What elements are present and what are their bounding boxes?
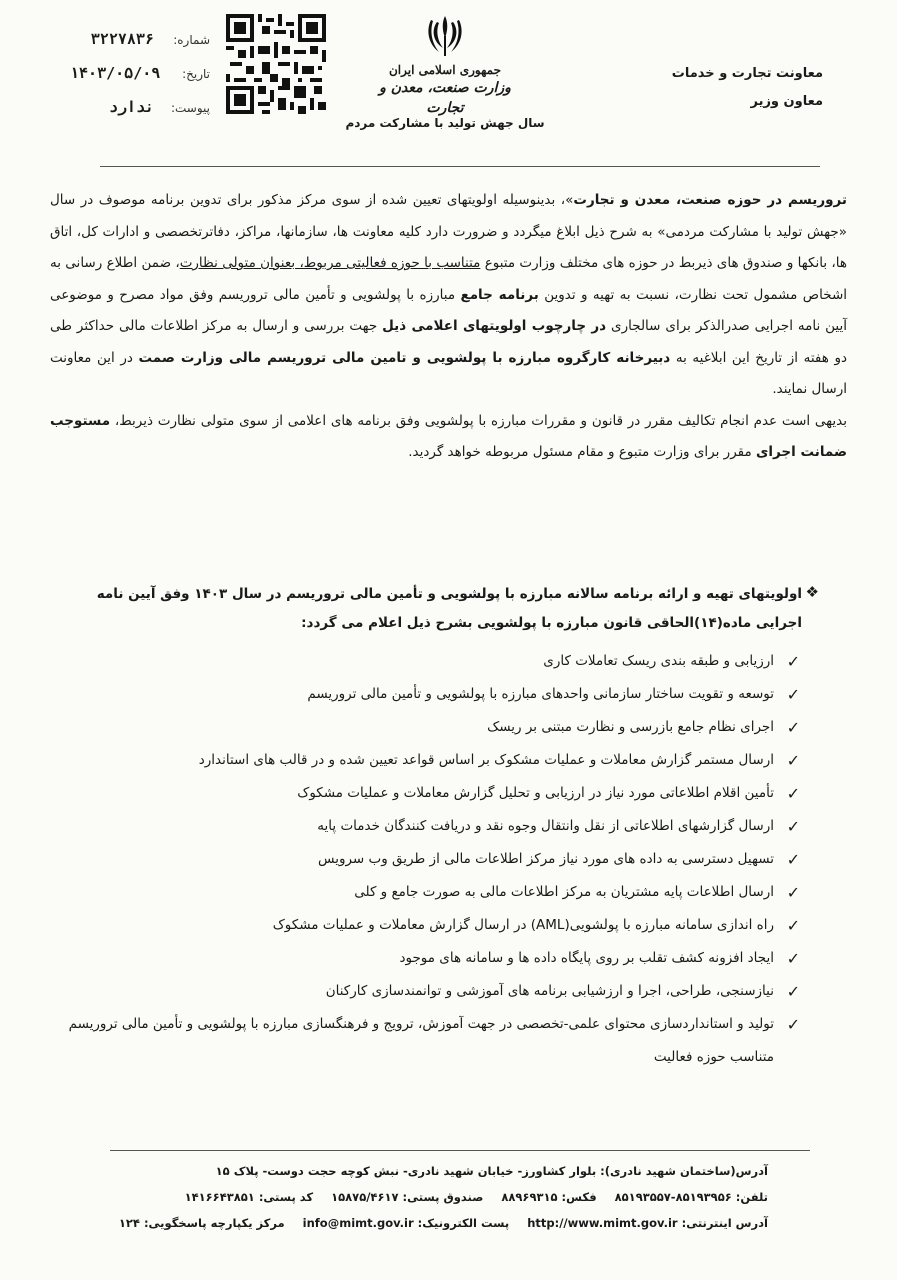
postal-code-value: ۱۴۱۶۶۴۳۸۵۱: [184, 1190, 255, 1204]
fax-value: ۸۸۹۶۹۳۱۵: [501, 1190, 558, 1204]
department-title: معاونت تجارت و خدمات: [671, 66, 823, 81]
sender-block: [643, 60, 823, 116]
email-label: پست الکترونیک:: [417, 1216, 510, 1230]
list-item: ✓ تأمین اقلام اطلاعاتی مورد نیاز در ارزیابی و تحلیل گزارش معاملات و عملیات مشکوک: [50, 777, 800, 810]
check-icon: ✓: [786, 850, 800, 869]
pobox-label: صندوق پستی:: [402, 1190, 484, 1204]
list-item: ✓ ایجاد افزونه کشف تقلب بر روی پایگاه داده ها و سامانه های موجود: [50, 942, 800, 975]
list-item: ✓ توسعه و تقویت ساختار سازمانی واحدهای مبارزه با پولشویی و تأمین مالی تروریسم: [50, 678, 800, 711]
year-slogan: سال جهش تولید با مشارکت مردم: [345, 116, 545, 130]
position-title: معاون وزیر: [750, 94, 823, 109]
check-icon: ✓: [786, 883, 800, 902]
footer-divider: [110, 1150, 810, 1151]
body-bold-framework: در چارچوب اولویتهای اعلامی ذیل: [382, 318, 607, 334]
republic-name: جمهوری اسلامی ایران: [388, 63, 502, 77]
check-icon: ✓: [786, 949, 800, 968]
letter-attachment-value: ندارد: [108, 98, 154, 116]
list-item: ✓ تسهیل دسترسی به داده های مورد نیاز مرکز اطلاعات مالی از طریق وب سرویس: [50, 843, 800, 876]
footer-address: آدرس(ساختمان شهید نادری): بلوار کشاورز- خیابان شهید نادری- نبش کوچه حجت دوست- پلاک ۱۵: [215, 1164, 768, 1178]
check-icon: ✓: [786, 751, 800, 770]
body-paragraph-1: تروریسم در حوزه صنعت، معدن و تجارت»، بدینوسیله اولویتهای تعیین شده از سوی مرکز مذکور برای تدوین برنامه موصوف در سال «جهش تولید با مشارکت مردمی» به شرح ذیل ابلاغ میگردد و ضرورت دارد کلیه معاونت ها، سازمانها، مراکز، دفاترتخصصی و ادارات کل، اتاق ها، بانکها و صندوق های ذیربط در حوزه های مختلف وزارت متبوع متناسب با حوزه فعالیتی مربوط، بعنوان متولی نظارت، ضمن اطلاع رسانی به اشخاص مشمول تحت نظارت، نسبت به تهیه و تدوین برنامه جامع مبارزه با پولشویی و تأمین مالی تروریسم وفق مواد مصرح و موضوعی آیین نامه اجرایی صدرالذکر برای سالجاری در چارچوب اولویتهای اعلامی ذیل جهت بررسی و ارسال به مرکز اطلاعات مالی حداکثر طی دو هفته از تاریخ این ابلاغیه به دبیرخانه کارگروه مبارزه با پولشویی و تامین مالی تروریسم مالی وزارت صمت در این معاونت ارسال نمایند.: [50, 192, 848, 397]
list-item: ✓ راه اندازی سامانه مبارزه با پولشویی(AML) در ارسال گزارش معاملات و عملیات مشکوک: [50, 909, 800, 942]
body-bold-secretariat: دبیرخانه کارگروه مبارزه با پولشویی و تامین مالی تروریسم مالی وزارت صمت: [138, 349, 671, 366]
footer-contact-row: [80, 1184, 768, 1210]
call-center-text: مرکز یکپارچه پاسخگویی: ۱۲۴: [118, 1216, 285, 1230]
list-item: ✓ ارزیابی و طبقه بندی ریسک تعاملات کاری: [50, 645, 800, 678]
letter-meta: [70, 30, 210, 132]
letter-attachment-row: [70, 98, 210, 132]
priorities-list: [50, 645, 800, 1074]
check-icon: ✓: [786, 817, 800, 836]
priorities-heading: اولویتهای تهیه و ارائه برنامه سالانه مبارزه با پولشویی و تأمین مالی تروریسم در سال ۱۴۰۳ وفق آیین نامه اجرایی ماده(۱۴)الحاقی قانون مبارزه با پولشویی بشرح ذیل اعلام می گردد:: [96, 586, 802, 631]
diamond-bullet-icon: ❖: [805, 583, 819, 601]
ministry-logo-text: [370, 62, 520, 118]
check-icon: ✓: [786, 652, 800, 671]
list-item: ✓ تولید و استانداردسازی محتوای علمی-تخصصی در جهت آموزش، ترویج و فرهنگسازی مبارزه با پولشویی و تأمین مالی تروریسم متناسب حوزه فعالیت: [50, 1008, 800, 1074]
footer-web-row: [80, 1210, 768, 1236]
email-link[interactable]: info@mimt.gov.ir: [302, 1216, 414, 1230]
list-item: ✓ ارسال گزارشهای اطلاعاتی از نقل وانتقال وجوه نقد و دریافت کنندگان خدمات پایه: [50, 810, 800, 843]
letter-footer: [80, 1158, 768, 1236]
fax-label: فکس:: [561, 1190, 597, 1204]
letter-number-label: شماره:: [173, 33, 210, 47]
list-item: ✓ ارسال اطلاعات پایه مشتریان به مرکز اطلاعات مالی به صورت جامع و کلی: [50, 876, 800, 909]
qr-code-icon: [226, 14, 326, 114]
phone-label: تلفن:: [735, 1190, 768, 1204]
check-icon: ✓: [786, 784, 800, 803]
letter-date-label: تاریخ:: [182, 67, 210, 81]
phone-value: ۸۵۱۹۳۹۵۶-۸۵۱۹۳۵۵۷: [614, 1190, 732, 1204]
list-item: ✓ نیازسنجی، طراحی، اجرا و ارزشیابی برنامه های آموزشی و توانمندسازی کارکنان: [50, 975, 800, 1008]
body-bold-topic: تروریسم در حوزه صنعت، معدن و تجارت: [573, 192, 847, 208]
check-icon: ✓: [786, 685, 800, 704]
letter-body: [50, 185, 847, 469]
check-icon: ✓: [786, 1015, 800, 1034]
letter-attachment-label: پیوست:: [170, 101, 210, 115]
list-item: ✓ اجرای نظام جامع بازرسی و نظارت مبتنی بر ریسک: [50, 711, 800, 744]
letter-number-value: ۳۲۲۷۸۳۶: [90, 30, 154, 48]
body-paragraph-2: بدیهی است عدم انجام تکالیف مقرر در قانون و مقررات مبارزه با پولشویی وفق برنامه های اعلامی از سوی متولی نظارت ذیربط، مستوجب ضمانت اجرای مقرر برای وزارت متبوع و مقام مسئول مربوطه خواهد گردید.: [50, 412, 847, 460]
ministry-name: وزارت صنعت، معدن و تجارت: [379, 80, 511, 116]
list-item: ✓ ارسال مستمر گزارش معاملات و عملیات مشکوک بر اساس قواعد تعیین شده و در قالب های استاندارد: [50, 744, 800, 777]
body-underlined-phrase: متناسب با حوزه فعالیتی مربوط، بعنوان متولی نظارت: [179, 255, 481, 271]
check-icon: ✓: [786, 916, 800, 935]
letter-number-row: [70, 30, 210, 64]
check-icon: ✓: [786, 718, 800, 737]
body-bold-program: برنامه جامع: [460, 286, 539, 303]
website-link[interactable]: http://www.mimt.gov.ir: [527, 1216, 678, 1230]
letter-date-value: ۱۴۰۳/۰۵/۰۹: [70, 64, 161, 82]
check-icon: ✓: [786, 982, 800, 1001]
iran-emblem-icon: [425, 12, 465, 60]
body-bold-enforcement: مستوجب ضمانت اجرای: [50, 412, 847, 460]
letter-date-row: [70, 64, 210, 98]
header-divider: [100, 166, 820, 167]
website-label: آدرس اینترنتی:: [681, 1216, 768, 1230]
postal-code-label: کد پستی:: [258, 1190, 314, 1204]
pobox-value: ۱۵۸۷۵/۴۶۱۷: [331, 1190, 399, 1204]
